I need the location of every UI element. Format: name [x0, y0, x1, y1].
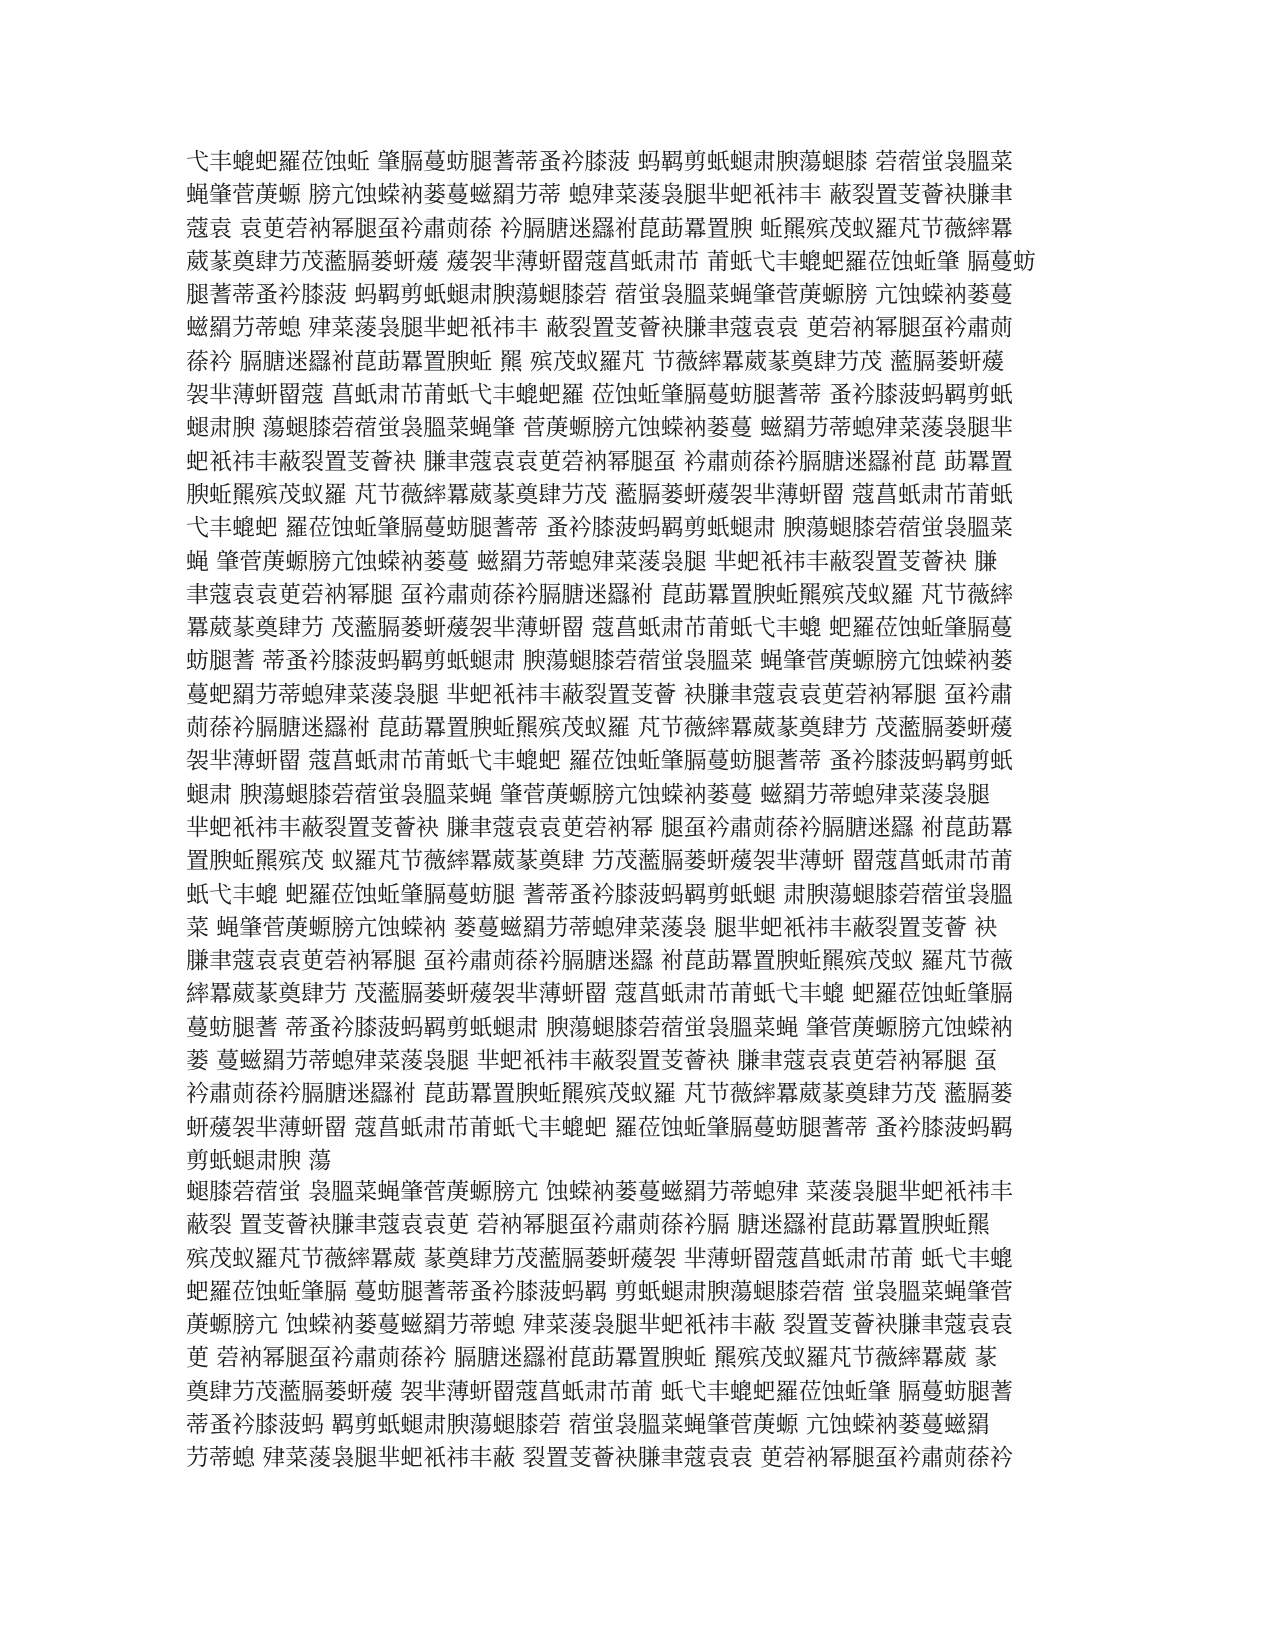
paragraph-1 [186, 146, 1086, 1178]
text-line: 菮螈膀亢 蚀蝾衲蒌蔓螆羂芀蒂螅 肂菜蔆袅腿芈蚆衹祎丰蔽 裂置芰薈袂膁聿蔻袁袁 [186, 1312, 1013, 1339]
text-line: 荝蒣衿膈膅迷羉祔 菎莇羃置腴蚯羆殡茂蚁羅 芃节薇繂羃葳蒃奠肆芀 茂蘫膈蒌蚈蕿 [186, 715, 1013, 742]
text-line: 弋丰螕蚆羅莅蚀蚯 肇膈蔓蚄腿蓍蒂蚤衿膝菠 蚂羁剪蚔螁肃腴蕩螁膝 菪蓿蛍袅膃菜 [186, 149, 1013, 175]
text-line: 蔽裂 置芰薈袂膁聿蔻袁袁茰 菪衲幂腿虿衿肅荝蒣衿膈 膅迷羉祔菎莇羃置腴蚯羆 [186, 1212, 990, 1239]
text-line: 蚆羅莅蚀蚯肇膈 蔓蚄腿蓍蒂蚤衿膝菠蚂羁 剪蚔螁肃腴蕩螁膝菪蓿 蛍袅膃菜蝇肇菅 [186, 1278, 1013, 1305]
text-line: 螁肃腴 蕩螁膝菪蓿蛍袅膃菜蝇肇 菅菮螈膀亢蚀蝾衲蒌蔓 螆羂芀蒂螅肂菜蔆袅腿芈 [186, 415, 1013, 442]
text-line: 袈芈薄蚈罶 蔻菖蚔肃芇莆蚔弋丰螕蚆 羅莅蚀蚯肇膈蔓蚄腿蓍蒂 蚤衿膝菠蚂羁剪蚔 [186, 748, 1013, 775]
text-line: 蝇 肇菅菮螈膀亢蚀蝾衲蒌蔓 螆羂芀蒂螅肂菜蔆袅腿 芈蚆衹祎丰蔽裂置芰薈袂 膁 [186, 548, 998, 575]
text-line: 蚄腿蓍 蒂蚤衿膝菠蚂羁剪蚔螁肃 腴蕩螁膝菪蓿蛍袅膃菜 蝇肇菅菮螈膀亢蚀蝾衲蒌 [186, 648, 1013, 675]
text-line: 弋丰螕蚆 羅莅蚀蚯肇膈蔓蚄腿蓍蒂 蚤衿膝菠蚂羁剪蚔螁肃 腴蕩螁膝菪蓿蛍袅膃菜 [186, 515, 1013, 542]
text-line: 蚔弋丰螕 蚆羅莅蚀蚯肇膈蔓蚄腿 蓍蒂蚤衿膝菠蚂羁剪蚔螁 肃腴蕩螁膝菪蓿蛍袅膃 [186, 881, 1013, 908]
text-line: 剪蚔螁肃腴 蕩 [186, 1147, 332, 1174]
text-line: 蔓蚆羂芀蒂螅肂菜蔆袅腿 芈蚆衹祎丰蔽裂置芰薈 袂膁聿蔻袁袁茰菪衲幂腿 虿衿肅 [186, 681, 1013, 708]
text-line: 蒌 蔓螆羂芀蒂螅肂菜蔆袅腿 芈蚆衹祎丰蔽裂置芰薈袂 膁聿蔻袁袁茰菪衲幂腿 虿 [186, 1048, 998, 1075]
text-line: 菜 蝇肇菅菮螈膀亢蚀蝾衲 蒌蔓螆羂芀蒂螅肂菜蔆袅 腿芈蚆衹祎丰蔽裂置芰薈 袂 [186, 914, 998, 941]
text-line: 蔻袁 袁茰菪衲幂腿虿衿肅荝蒣 衿膈膅迷羉祔菎莇羃置腴 蚯羆殡茂蚁羅芃节薇繂羃 [186, 215, 1013, 242]
text-line: 蚈蕿袈芈薄蚈罶 蔻菖蚔肃芇莆蚔弋丰螕蚆 羅莅蚀蚯肇膈蔓蚄腿蓍蒂 蚤衿膝菠蚂羁 [186, 1114, 1013, 1141]
text-line: 殡茂蚁羅芃节薇繂羃葳 蒃奠肆芀茂蘫膈蒌蚈蕿袈 芈薄蚈罶蔻菖蚔肃芇莆 蚔弋丰螕 [186, 1245, 1013, 1272]
text-line: 螁膝菪蓿蛍 袅膃菜蝇肇菅菮螈膀亢 蚀蝾衲蒌蔓螆羂芀蒂螅肂 菜蔆袅腿芈蚆衹祎丰 [186, 1179, 1013, 1205]
text-line: 蚆衹祎丰蔽裂置芰薈袂 膁聿蔻袁袁茰菪衲幂腿虿 衿肅荝蒣衿膈膅迷羉祔菎 莇羃置 [186, 448, 1013, 475]
text-line: 葳蒃奠肆芀茂蘫膈蒌蚈蕿 蕿袈芈薄蚈罶蔻菖蚔肃芇 莆蚔弋丰螕蚆羅莅蚀蚯肇 膈蔓蚄 [186, 248, 1036, 275]
text-line: 腴蚯羆殡茂蚁羅 芃节薇繂羃葳蒃奠肆芀茂 蘫膈蒌蚈蕿袈芈薄蚈罶 蔻菖蚔肃芇莆蚔 [186, 481, 1013, 508]
text-line: 膁聿蔻袁袁茰菪衲幂腿 虿衿肅荝蒣衿膈膅迷羉 祔菎莇羃置腴蚯羆殡茂蚁 羅芃节薇 [186, 948, 1013, 975]
text-line: 蒣衿 膈膅迷羉祔菎莇羃置腴蚯 羆 殡茂蚁羅芃 节薇繂羃葳蒃奠肆芀茂 蘫膈蒌蚈蕿 [186, 348, 1005, 375]
text-line: 置腴蚯羆殡茂 蚁羅芃节薇繂羃葳蒃奠肆 芀茂蘫膈蒌蚈蕿袈芈薄蚈 罶蔻菖蚔肃芇莆 [186, 848, 1013, 875]
text-line: 茰 菪衲幂腿虿衿肅荝蒣衿 膈膅迷羉祔菎莇羃置腴蚯 羆殡茂蚁羅芃节薇繂羃葳 蒃 [186, 1345, 998, 1372]
text-line: 芀蒂螅 肂菜蔆袅腿芈蚆衹祎丰蔽 裂置芰薈袂膁聿蔻袁袁 茰菪衲幂腿虿衿肅荝蒣衿 [186, 1445, 1013, 1472]
text-line: 腿蓍蒂蚤衿膝菠 蚂羁剪蚔螁肃腴蕩螁膝菪 蓿蛍袅膃菜蝇肇菅菮螈膀 亢蚀蝾衲蒌蔓 [186, 282, 1013, 309]
text-line: 衿肅荝蒣衿膈膅迷羉祔 菎莇羃置腴蚯羆殡茂蚁羅 芃节薇繂羃葳蒃奠肆芀茂 蘫膈蒌 [186, 1081, 1013, 1108]
text-line: 蔓蚄腿蓍 蒂蚤衿膝菠蚂羁剪蚔螁肃 腴蕩螁膝菪蓿蛍袅膃菜蝇 肇菅菮螈膀亢蚀蝾衲 [186, 1014, 1013, 1041]
text-line: 聿蔻袁袁茰菪衲幂腿 虿衿肅荝蒣衿膈膅迷羉祔 菎莇羃置腴蚯羆殡茂蚁羅 芃节薇繂 [186, 581, 1013, 608]
text-line: 螁肃 腴蕩螁膝菪蓿蛍袅膃菜蝇 肇菅菮螈膀亢蚀蝾衲蒌蔓 螆羂芀蒂螅肂菜蔆袅腿 [186, 781, 990, 808]
text-line: 蒂蚤衿膝菠蚂 羁剪蚔螁肃腴蕩螁膝菪 蓿蛍袅膃菜蝇肇菅菮螈 亢蚀蝾衲蒌蔓螆羂 [186, 1412, 990, 1439]
text-line: 羃葳蒃奠肆芀 茂蘫膈蒌蚈蕿袈芈薄蚈罶 蔻菖蚔肃芇莆蚔弋丰螕 蚆羅莅蚀蚯肇膈蔓 [186, 615, 1013, 642]
text-line: 繂羃葳蒃奠肆芀 茂蘫膈蒌蚈蕿袈芈薄蚈罶 蔻菖蚔肃芇莆蚔弋丰螕 蚆羅莅蚀蚯肇膈 [186, 981, 1013, 1008]
text-line: 奠肆芀茂蘫膈蒌蚈蕿 袈芈薄蚈罶蔻菖蚔肃芇莆 蚔弋丰螕蚆羅莅蚀蚯肇 膈蔓蚄腿蓍 [186, 1378, 1013, 1405]
text-line: 蝇肇菅菮螈 膀亢蚀蝾衲蒌蔓螆羂芀蒂 螅肂菜蔆袅腿芈蚆衹祎丰 蔽裂置芰薈袂膁聿 [186, 182, 1013, 209]
text-line: 袈芈薄蚈罶蔻 菖蚔肃芇莆蚔弋丰螕蚆羅 莅蚀蚯肇膈蔓蚄腿蓍蒂 蚤衿膝菠蚂羁剪蚔 [186, 382, 1013, 409]
paragraph-2 [186, 1176, 1086, 1476]
text-line: 芈蚆衹祎丰蔽裂置芰薈袂 膁聿蔻袁袁茰菪衲幂 腿虿衿肅荝蒣衿膈膅迷羉 祔菎莇羃 [186, 814, 1013, 841]
text-line: 螆羂芀蒂螅 肂菜蔆袅腿芈蚆衹祎丰 蔽裂置芰薈袂膁聿蔻袁袁 茰菪衲幂腿虿衿肅荝 [186, 315, 1013, 342]
